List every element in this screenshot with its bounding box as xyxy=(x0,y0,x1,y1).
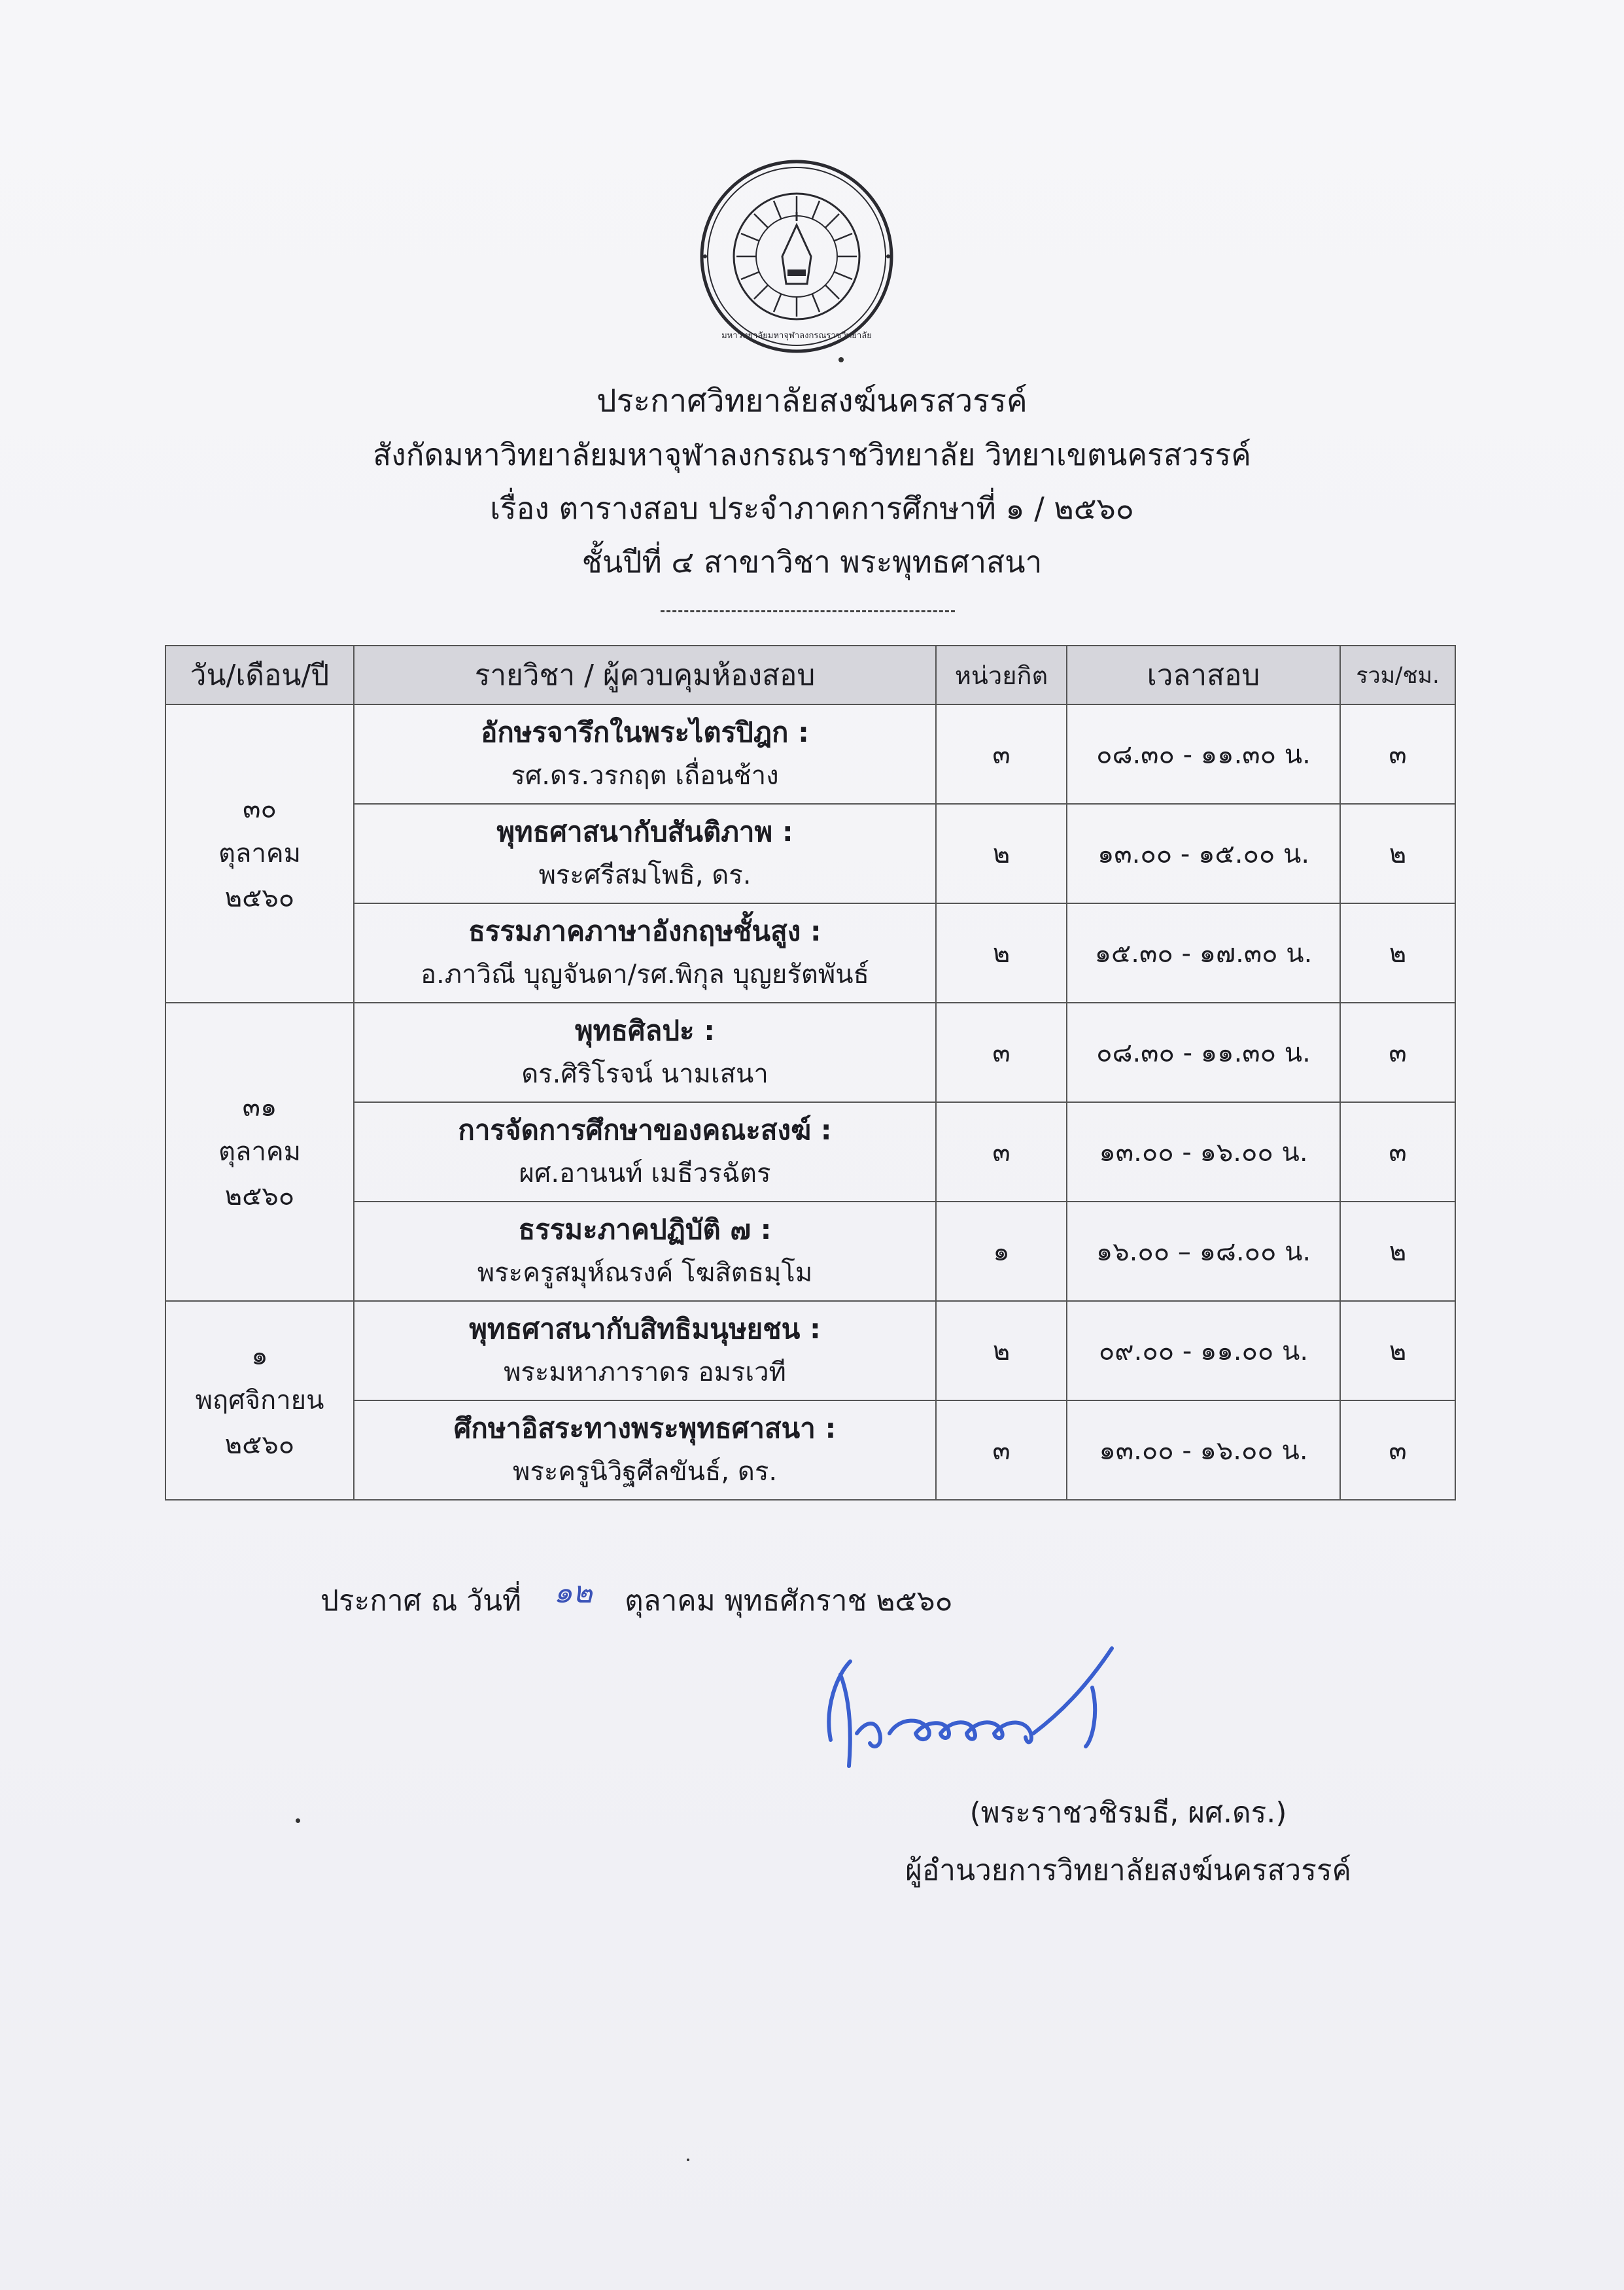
time-cell: ๑๕.๓๐ - ๑๗.๓๐ น. xyxy=(1067,903,1340,1003)
table-row xyxy=(165,704,1455,804)
total-hours-cell: ๒ xyxy=(1340,804,1455,903)
seal-inscription: มหาวิทยาลัยมหาจุฬาลงกรณราชวิทยาลัย xyxy=(721,331,872,341)
credits-cell: ๒ xyxy=(936,903,1067,1003)
col-header-credits: หน่วยกิต xyxy=(936,646,1067,704)
total-hours-cell: ๒ xyxy=(1340,1301,1455,1400)
subject-name: พุทธศิลปะ : xyxy=(574,1015,716,1047)
table-row xyxy=(165,903,1455,1003)
date-cell xyxy=(165,704,354,1003)
total-hours-cell: ๓ xyxy=(1340,1102,1455,1202)
table-row xyxy=(165,804,1455,903)
credits-cell: ๓ xyxy=(936,1003,1067,1102)
col-header-subject: รายวิชา / ผู้ควบคุมห้องสอบ xyxy=(354,646,936,704)
subject-cell xyxy=(354,903,936,1003)
document-header xyxy=(0,374,1624,589)
proctor-name: พระมหาภาราดร อมรเวที xyxy=(504,1357,786,1387)
date-month: ตุลาคม xyxy=(218,1137,302,1167)
scan-speck xyxy=(687,2159,689,2161)
credits-cell: ๑ xyxy=(936,1202,1067,1301)
subject-name: การจัดการศึกษาของคณะสงฆ์ : xyxy=(458,1114,832,1146)
signer-name: (พระราชวชิรมธี, ผศ.ดร.) xyxy=(969,1796,1287,1830)
time-cell: ๐๘.๓๐ - ๑๑.๓๐ น. xyxy=(1067,704,1340,804)
table-row xyxy=(165,1102,1455,1202)
header-subject: เรื่อง ตารางสอบ ประจำภาคการศึกษาที่ ๑ / ๒๕๖๐ xyxy=(490,491,1134,526)
credits-cell: ๒ xyxy=(936,1301,1067,1400)
total-hours-cell: ๒ xyxy=(1340,1202,1455,1301)
subject-cell xyxy=(354,704,936,804)
subject-name: พุทธศาสนากับสันติภาพ : xyxy=(496,816,793,848)
date-year: ๒๕๖๐ xyxy=(224,883,295,913)
proctor-name: พระครูนิวิฐศีลขันธ์, ดร. xyxy=(512,1457,778,1487)
subject-cell xyxy=(354,1102,936,1202)
header-program: ชั้นปีที่ ๔ สาขาวิชา พระพุทธศาสนา xyxy=(581,544,1043,580)
date-day: ๑ xyxy=(251,1341,268,1371)
col-header-total: รวม/ชม. xyxy=(1340,646,1455,704)
subject-name: อักษรจารึกในพระไตรปิฎก : xyxy=(481,716,809,748)
col-header-date: วัน/เดือน/ปี xyxy=(165,646,354,704)
announcement-suffix: ตุลาคม พุทธศักราช ๒๕๖๐ xyxy=(625,1584,953,1618)
date-day: ๓๑ xyxy=(242,1092,277,1122)
scan-speck xyxy=(838,357,844,362)
subject-cell xyxy=(354,804,936,903)
proctor-name: รศ.ดร.วรกฤต เถื่อนช้าง xyxy=(511,761,779,791)
credits-cell: ๓ xyxy=(936,1102,1067,1202)
time-cell: ๐๙.๐๐ - ๑๑.๐๐ น. xyxy=(1067,1301,1340,1400)
header-divider xyxy=(661,610,955,612)
announcement-line xyxy=(320,1576,952,1624)
total-hours-cell: ๓ xyxy=(1340,1400,1455,1500)
handwritten-signature xyxy=(811,1635,1151,1786)
proctor-name: ผศ.อานนท์ เมธีวรฉัตร xyxy=(519,1158,771,1188)
col-header-time: เวลาสอบ xyxy=(1067,646,1340,704)
proctor-name: พระครูสมุห์ณรงค์ โฆสิตธมฺโม xyxy=(477,1258,813,1288)
date-month: พฤศจิกายน xyxy=(195,1385,324,1415)
subject-name: ธรรมภาคภาษาอังกฤษชั้นสูง : xyxy=(468,915,821,947)
total-hours-cell: ๒ xyxy=(1340,903,1455,1003)
subject-name: พุทธศาสนากับสิทธิมนุษยชน : xyxy=(469,1313,821,1345)
subject-cell xyxy=(354,1400,936,1500)
table-row xyxy=(165,1202,1455,1301)
table-row xyxy=(165,1301,1455,1400)
total-hours-cell: ๓ xyxy=(1340,704,1455,804)
subject-cell xyxy=(354,1003,936,1102)
time-cell: ๑๓.๐๐ - ๑๖.๐๐ น. xyxy=(1067,1102,1340,1202)
exam-schedule-table xyxy=(165,645,1456,1501)
date-cell xyxy=(165,1301,354,1500)
date-day: ๓๐ xyxy=(243,794,277,824)
announcement-day-handwritten: ๑๒ xyxy=(553,1574,593,1610)
subject-cell xyxy=(354,1301,936,1400)
proctor-name: ดร.ศิริโรจน์ นามเสนา xyxy=(521,1059,769,1089)
time-cell: ๐๘.๓๐ - ๑๑.๓๐ น. xyxy=(1067,1003,1340,1102)
table-row xyxy=(165,1400,1455,1500)
header-college-title: ประกาศวิทยาลัยสงฆ์นครสวรรค์ xyxy=(596,383,1028,419)
signer-block xyxy=(719,1784,1537,1900)
time-cell: ๑๓.๐๐ - ๑๕.๐๐ น. xyxy=(1067,804,1340,903)
date-year: ๒๕๖๐ xyxy=(224,1430,295,1460)
credits-cell: ๒ xyxy=(936,804,1067,903)
proctor-name: พระศรีสมโพธิ, ดร. xyxy=(538,860,752,890)
proctor-name: อ.ภาวิณี บุญจันดา/รศ.พิกุล บุญยรัตพันธ์ xyxy=(421,960,869,990)
time-cell: ๑๓.๐๐ - ๑๖.๐๐ น. xyxy=(1067,1400,1340,1500)
subject-name: ธรรมะภาคปฏิบัติ ๗ : xyxy=(518,1213,772,1245)
scan-speck xyxy=(296,1818,300,1823)
signer-title: ผู้อำนวยการวิทยาลัยสงฆ์นครสวรรค์ xyxy=(905,1854,1351,1887)
university-seal-icon xyxy=(699,158,895,355)
credits-cell: ๓ xyxy=(936,704,1067,804)
subject-cell xyxy=(354,1202,936,1301)
date-month: ตุลาคม xyxy=(218,839,302,869)
subject-name: ศึกษาอิสระทางพระพุทธศาสนา : xyxy=(453,1412,837,1444)
date-year: ๒๕๖๐ xyxy=(224,1181,295,1211)
credits-cell: ๓ xyxy=(936,1400,1067,1500)
time-cell: ๑๖.๐๐ – ๑๘.๐๐ น. xyxy=(1067,1202,1340,1301)
date-cell xyxy=(165,1003,354,1301)
header-affiliation: สังกัดมหาวิทยาลัยมหาจุฬาลงกรณราชวิทยาลัย วิทยาเขตนครสวรรค์ xyxy=(373,437,1251,472)
announcement-prefix: ประกาศ ณ วันที่ xyxy=(320,1584,522,1618)
table-row xyxy=(165,1003,1455,1102)
total-hours-cell: ๓ xyxy=(1340,1003,1455,1102)
table-header-row xyxy=(165,646,1455,704)
